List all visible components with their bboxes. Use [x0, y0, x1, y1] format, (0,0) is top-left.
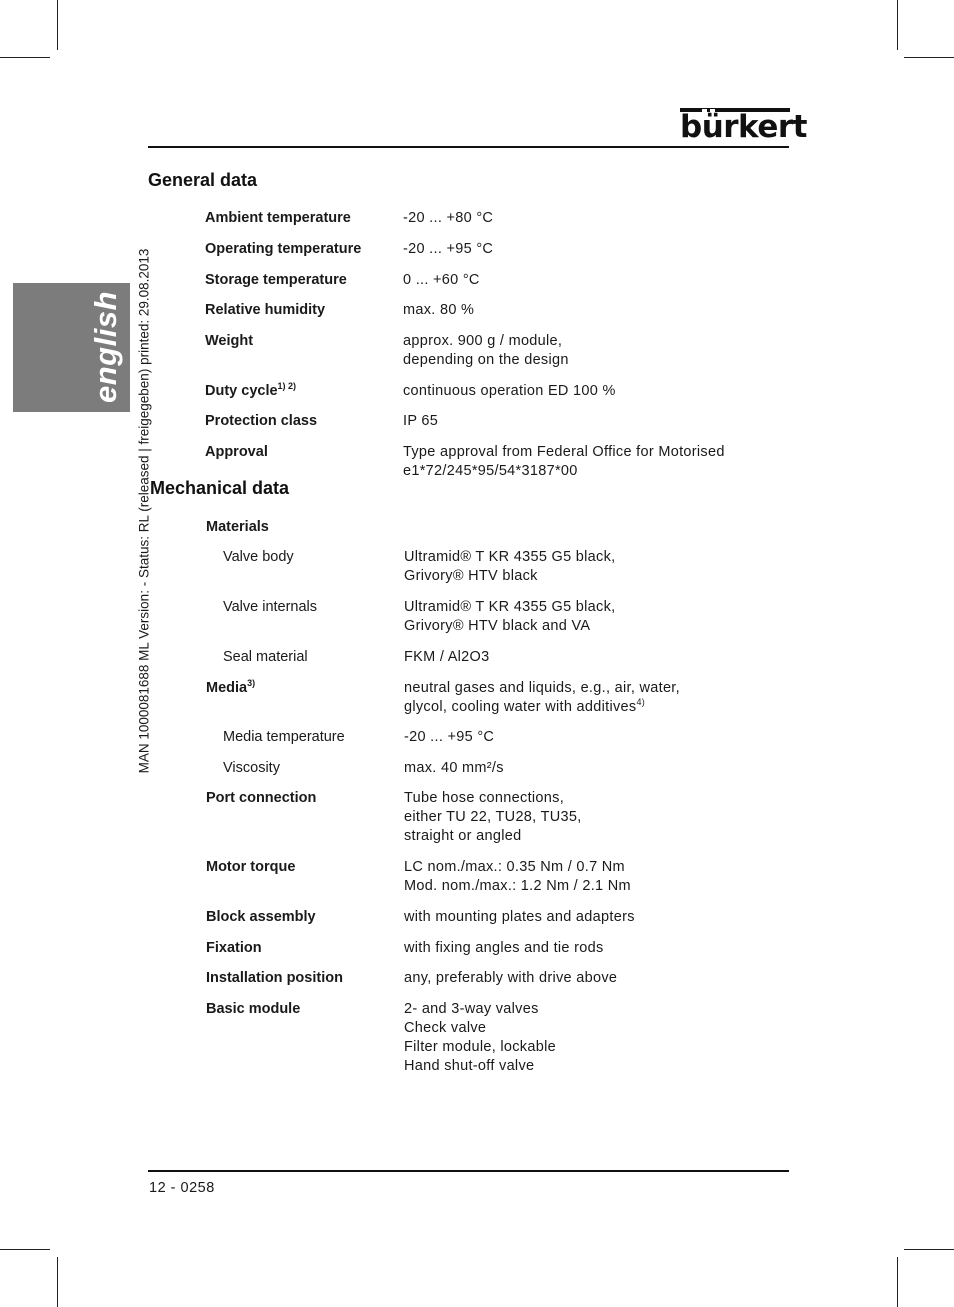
spec-label: Fixation [206, 940, 262, 956]
spec-label: Viscosity [223, 760, 280, 776]
spec-value-line: 0 ... +60 °C [403, 272, 480, 288]
spec-value [404, 969, 617, 988]
spec-value [404, 598, 615, 636]
spec-value-line: neutral gases and liquids, e.g., air, water, [404, 680, 680, 696]
spec-value-line: glycol, cooling water with additives$^{4)}$ [404, 697, 646, 715]
spec-value [404, 679, 680, 717]
spec-label: Operating temperature [205, 241, 362, 257]
spec-value [404, 1000, 556, 1076]
spec-value-line: max. 80 % [403, 302, 475, 318]
spec-value-line: approx. 900 g / module, [403, 333, 563, 349]
spec-label: Weight [205, 333, 254, 349]
spec-value-line: -20 ... +95 °C [404, 729, 495, 745]
footnote-ref: 1) 2) [277, 381, 297, 391]
spec-label: Valve internals [223, 599, 318, 615]
spec-label: Port connection [206, 790, 317, 806]
language-tab-label: english [88, 290, 123, 404]
crop-mark [57, 1257, 58, 1307]
spec-value [403, 443, 725, 481]
spec-value-line: Tube hose connections, [404, 790, 565, 806]
crop-mark [897, 0, 898, 50]
spec-value [403, 301, 474, 320]
spec-label: Seal material [223, 649, 308, 665]
spec-value-line: LC nom./max.: 0.35 Nm / 0.7 Nm [404, 859, 625, 875]
spec-value [403, 209, 493, 228]
spec-label: Media$^{3)}$ [206, 678, 256, 696]
spec-label: Relative humidity [205, 302, 326, 318]
general-data-heading: General data [148, 170, 258, 190]
spec-value-line: Mod. nom./max.: 1.2 Nm / 2.1 Nm [404, 878, 631, 894]
mechanical-data-heading: Mechanical data [150, 478, 290, 498]
spec-value-line: straight or angled [404, 828, 522, 844]
header-rule [148, 146, 789, 148]
spec-value-line: depending on the design [403, 352, 569, 368]
spec-value-line: -20 ... +80 °C [403, 210, 494, 226]
page-number: 12 - 0258 [149, 1180, 215, 1196]
spec-label: Block assembly [206, 909, 316, 925]
spec-label: Materials [206, 519, 269, 535]
document-status-meta: MAN 1000081688 ML Version: - Status: RL (released | freigegeben) printed: 29.08.2013 [136, 248, 152, 774]
spec-value-line: 2- and 3-way valves [404, 1001, 539, 1017]
spec-value-line: FKM / Al2O3 [404, 649, 490, 665]
spec-value-line: Ultramid® T KR 4355 G5 black, [404, 599, 616, 615]
spec-label: Basic module [206, 1001, 301, 1017]
spec-label: Duty cycle$^{1) 2)}$ [205, 381, 297, 399]
spec-value-line: Grivory® HTV black [404, 568, 538, 584]
spec-value-line: IP 65 [403, 413, 439, 429]
crop-mark [0, 57, 50, 58]
spec-label: Storage temperature [205, 272, 347, 288]
spec-label: Approval [205, 444, 268, 460]
spec-value [404, 648, 490, 667]
spec-value [404, 789, 582, 846]
spec-label: Valve body [223, 549, 294, 565]
spec-value-line: either TU 22, TU28, TU35, [404, 809, 582, 825]
spec-value-line: with mounting plates and adapters [404, 909, 635, 925]
spec-value [404, 858, 631, 896]
spec-label: Ambient temperature [205, 210, 351, 226]
spec-label: Media temperature [223, 729, 345, 745]
spec-value [404, 939, 604, 958]
crop-mark [904, 57, 954, 58]
spec-value-line: -20 ... +95 °C [403, 241, 494, 257]
crop-mark [904, 1249, 954, 1250]
spec-value-line: Type approval from Federal Office for Motorised [403, 444, 725, 460]
spec-value [403, 240, 493, 259]
spec-value [403, 382, 616, 401]
brand-logo-text: bürkert [680, 109, 807, 145]
footnote-ref: 4) [636, 697, 646, 707]
crop-mark [897, 1257, 898, 1307]
brand-logo [680, 108, 807, 145]
spec-value [404, 548, 615, 586]
spec-value-line: Ultramid® T KR 4355 G5 black, [404, 549, 616, 565]
spec-label: Protection class [205, 413, 318, 429]
spec-label: Installation position [206, 970, 343, 986]
crop-mark [0, 1249, 50, 1250]
spec-value [403, 271, 480, 290]
spec-value-line: with fixing angles and tie rods [404, 940, 604, 956]
spec-value-line: Filter module, lockable [404, 1039, 556, 1055]
footnote-ref: 3) [247, 678, 256, 688]
spec-label: Motor torque [206, 859, 296, 875]
spec-value-line: Hand shut-off valve [404, 1058, 535, 1074]
spec-value [403, 412, 438, 431]
spec-value-line: Grivory® HTV black and VA [404, 618, 591, 634]
spec-value-line: any, preferably with drive above [404, 970, 618, 986]
footer-rule [148, 1170, 789, 1172]
spec-value-line: max. 40 mm²/s [404, 760, 504, 776]
spec-value [404, 908, 635, 927]
spec-value [404, 759, 504, 778]
spec-value [403, 332, 569, 370]
crop-mark [57, 0, 58, 50]
spec-value-line: continuous operation ED 100 % [403, 383, 616, 399]
spec-value [404, 728, 494, 747]
spec-value-line: e1*72/245*95/54*3187*00 [403, 463, 578, 479]
spec-value-line: Check valve [404, 1020, 487, 1036]
